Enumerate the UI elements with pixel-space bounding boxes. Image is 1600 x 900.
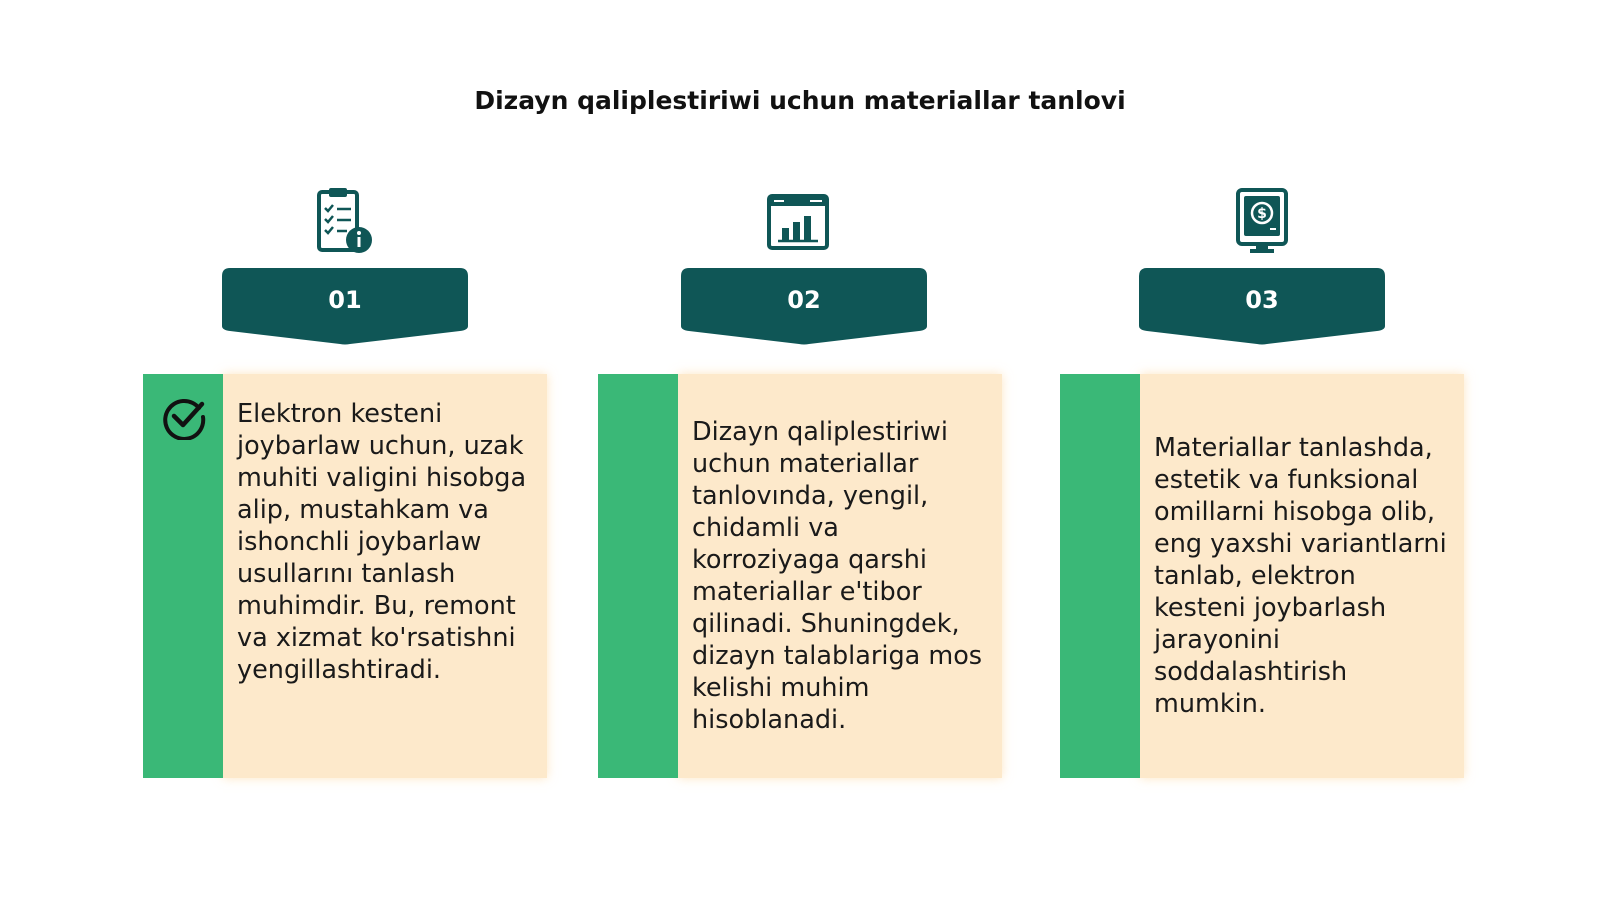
step-description-2: Dizayn qaliplestiriwi uchun materiallar tanlovında, yengil, chidamli va korroziyaga qarshi materiallar e'tibor qilinadi. Shuningdek, dizayn talablariga mos kelishi muhim hisoblanadi. — [692, 417, 983, 735]
step-description-3: Materiallar tanlashda, estetik va funksional omillarni hisobga olib, eng yaxshi variantlarni tanlab, elektron kesteni joybarlash jarayonini soddalashtirish mumkin. — [1154, 433, 1447, 719]
step-card-1 — [143, 374, 547, 778]
step-column-2 — [598, 0, 1002, 900]
step-card-3 — [1060, 374, 1464, 778]
step-badge-2 — [681, 268, 927, 348]
card-body — [678, 374, 1002, 778]
step-number-1: 01 — [328, 286, 362, 314]
card-body — [1140, 374, 1464, 778]
bar-chart-window-icon — [762, 186, 834, 258]
svg-text:$: $ — [1257, 206, 1267, 222]
step-number-3: 03 — [1245, 286, 1279, 314]
checkmark-circle-icon — [161, 394, 207, 440]
clipboard-checklist-info-icon — [307, 186, 379, 258]
page-title: Dizayn qaliplestiriwi uchun materiallar tanlovi — [474, 86, 1126, 115]
card-accent-bar — [143, 374, 223, 778]
step-column-1 — [143, 0, 547, 900]
step-number-2: 02 — [787, 286, 821, 314]
step-column-3 — [1060, 0, 1464, 900]
card-accent-bar — [1060, 374, 1140, 778]
step-badge-1 — [222, 268, 468, 348]
step-badge-3 — [1139, 268, 1385, 348]
step-description-1: Elektron kesteni joybarlaw uchun, uzak muhiti valigini hisobga alip, mustahkam va ishonchli joybarlaw usullarını tanlash muhimdir. Bu, remont va xizmat ko'rsatishni yengillashtiradi. — [237, 399, 527, 685]
card-body — [223, 374, 547, 778]
card-accent-bar — [598, 374, 678, 778]
step-card-2 — [598, 374, 1002, 778]
dollar-monitor-icon — [1226, 186, 1298, 258]
